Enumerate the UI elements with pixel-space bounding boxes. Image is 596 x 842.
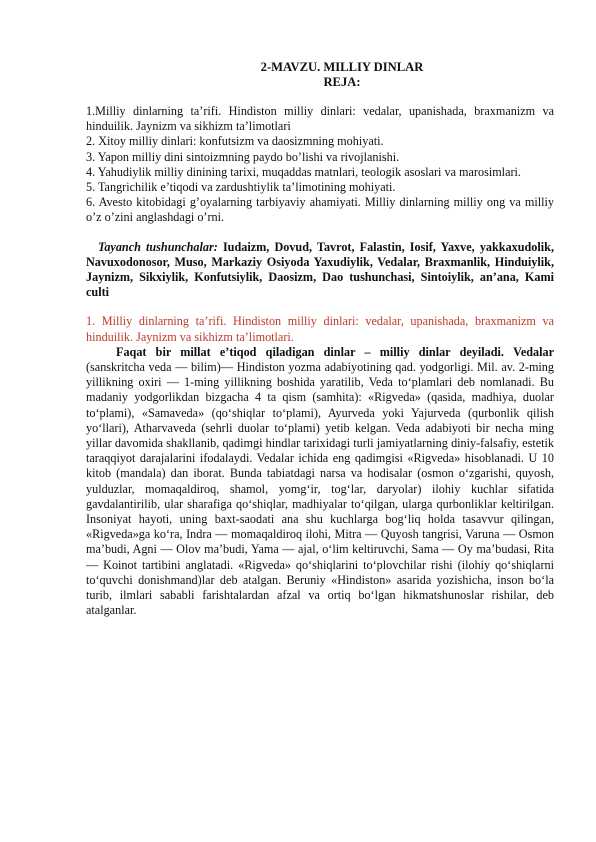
keywords-paragraph (86, 240, 554, 301)
plan-item: 2. Xitoy milliy dinlari: konfutsizm va daosizmning mohiyati. (86, 134, 384, 149)
document-page (86, 60, 554, 619)
keywords-text: Iudaizm, Dovud, Tavrot, Falastin, Iosif, Yaxve, yakkaxudolik, Navuxodonosor, Muso, Markaziy Osiyoda Yaxudiylik, Vedalar, Braxmanlik, Hinduiylik, Jaynizm, Sikxiylik, Konfutsiylik, Daosizm, Dao tushunchasi, Sintoiylik, an’ana, Kami culti (86, 239, 554, 300)
plan-heading: REJA: (323, 75, 361, 89)
body-text: (sanskritcha veda — bilim)— Hindiston yozma adabiyotining qad. yodgorligi. Mil. av. 2-ming yillikning oxiri — 1-ming yillikning boshida yaratilib, Veda to‘plamlari deb nomlanadi. Bu madaniy yodgorlikdan bizgacha 4 ta qism (samhita): «Rigveda» (qasida, madhiya, duolar to‘plami), «Samaveda» (qo‘shiqlar to‘plami), Ayurveda yoki Yajurveda (qurbonlik qilish yo‘llari), Atharvaveda (sehrli duolar to‘plami) yetib kelgan. Veda adabiyoti bir necha ming yillar davomida shakllanib, qadimgi hindlar tarixidagi turli jamiyatlarning diniy-falsafiy, estetik taraqqiyot darajalarini ifodalaydi. Vedalar ichida eng qadimgisi «Rigveda» hisoblanadi. U 10 kitob (mandala) dan iborat. Bunda tabiatdagi narsa va hodisalar (osmon o‘zgarishi, quyosh, yulduzlar, momaqaldiroq, shamol, yomg‘ir, tog‘lar, daryolar) ilohiy kuchlar sifatida gavdalantirilib, ular sharafiga qo‘shiqlar, madhiyalar to‘qilgan, ularga qurbonliklar keltirilgan. Insoniyat hayoti, uning baxt-saodati ana shu kuchlarga bog‘liq holda tasavvur qilingan, «Rigveda»ga ko‘ra, Indra — momaqaldiroq ilohi, Mitra — Quyosh tangrisi, Varuna — Osmon ma’budi, Agni — Olov ma’budi, Yama — ajal, o‘lim keltiruvchi, Sama — Oy ma’budasi, Rita — Koinot tartibini anglatadi. «Rigveda» qo‘shiqlarini to‘plovchilar rishi (ilohiy qo‘shiqlarni to‘quvchi donishmand)lar deb atalgan. Beruniy «Hindiston» asarida yozishicha, inson bo‘la turib, ilmlari sababli farishtalardan afzal va ortiq bo‘lgan hikmatshunoslar rishilar, deb atalganlar. (86, 360, 554, 618)
document-title: 2-MAVZU. MILLIY DINLAR (260, 60, 424, 74)
plan-item: 1.Milliy dinlarning ta’rifi. Hindiston milliy dinlari: vedalar, upanishada, braxmanizm va hinduilik. Jaynizm va sikhizm ta’limotlari (86, 104, 554, 134)
plan-item: 3. Yapon milliy dini sintoizmning paydo bo’lishi va rivojlanishi. (86, 149, 400, 164)
plan-list (86, 104, 554, 226)
body-bold-term: Vedalar (513, 344, 555, 359)
plan-item: 4. Yahudiylik milliy dinining tarixi, muqaddas matnlari, teologik asoslari va marosimlari. (86, 164, 521, 179)
body-bold-lead: Faqat bir millat e’tiqod qiladigan dinlar – milliy dinlar deyiladi. (116, 344, 504, 359)
section-heading: 1. Milliy dinlarning ta’rifi. Hindiston milliy dinlari: vedalar, upanishada, braxmanizm va hinduilik. Jaynizm va sikhizm ta’limotlari. (86, 314, 554, 344)
keywords-label: Tayanch tushunchalar: (98, 239, 218, 254)
plan-item: 6. Avesto kitobidagi g’oyalarning tarbiyaviy ahamiyati. Milliy dinlarning milliy ong va milliy o’z o’zini anglashdagi o’rni. (86, 195, 554, 225)
body-paragraph (86, 345, 554, 619)
plan-item: 5. Tangrichilik e’tiqodi va zardushtiylik ta’limotining mohiyati. (86, 180, 396, 195)
